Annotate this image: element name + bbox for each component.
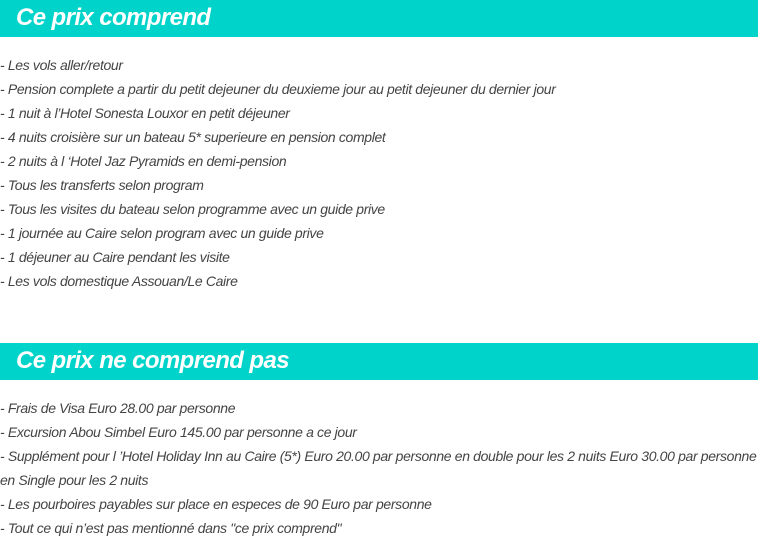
list-item: - Excursion Abou Simbel Euro 145.00 par personne a ce jour	[0, 424, 357, 440]
included-header	[0, 0, 758, 37]
list-item: - 2 nuits à l ‘Hotel Jaz Pyramids en demi-pension	[0, 153, 287, 169]
list-item: - Tous les transferts selon program	[0, 177, 204, 193]
list-item: - Les pourboires payables sur place en especes de 90 Euro par personne	[0, 496, 432, 512]
list-item: - Les vols domestique Assouan/Le Caire	[0, 273, 238, 289]
list-item: - Frais de Visa Euro 28.00 par personne	[0, 400, 236, 416]
list-item: - 1 journée au Caire selon program avec un guide prive	[0, 225, 324, 241]
list-item: - 1 déjeuner au Caire pendant les visite	[0, 249, 230, 265]
list-item: - Supplément pour l ’Hotel Holiday Inn au Caire (5*) Euro 20.00 par personne en double pour les 2 nuits Euro 30.00 par personne en Single pour les 2 nuits	[0, 448, 757, 488]
included-title: Ce prix comprend	[16, 4, 211, 31]
list-item: - Tous les visites du bateau selon programme avec un guide prive	[0, 201, 385, 217]
excluded-title: Ce prix ne comprend pas	[16, 347, 289, 374]
list-item: - Tout ce qui n’est pas mentionné dans "ce prix comprend"	[0, 520, 342, 536]
excluded-header	[0, 343, 758, 380]
list-item: - Pension complete a partir du petit dejeuner du deuxieme jour au petit dejeuner du dernier jour	[0, 81, 556, 97]
list-item: - Les vols aller/retour	[0, 57, 123, 73]
excluded-list	[0, 396, 758, 540]
list-item: - 1 nuit à l’Hotel Sonesta Louxor en petit déjeuner	[0, 105, 290, 121]
included-list	[0, 53, 758, 293]
list-item: - 4 nuits croisière sur un bateau 5* superieure en pension complet	[0, 129, 386, 145]
